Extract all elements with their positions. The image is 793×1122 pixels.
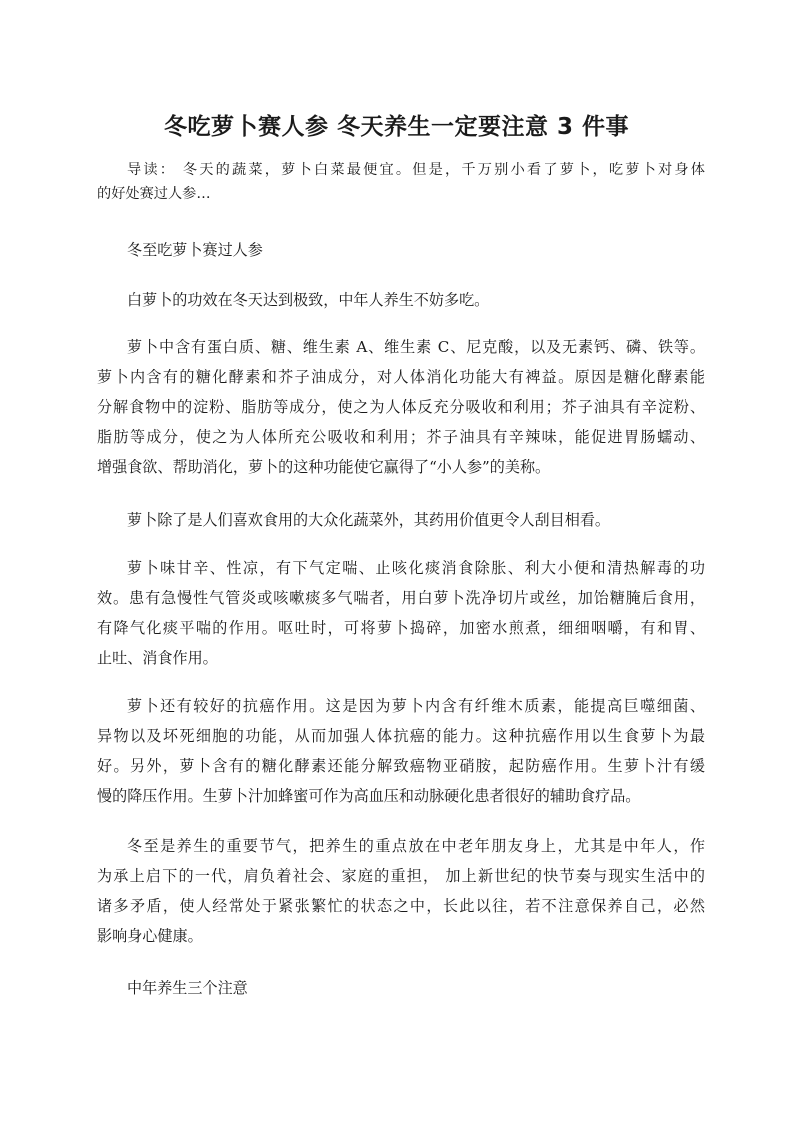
paragraph xyxy=(97,332,705,482)
paragraph-line: 好。另外，萝卜含有的糖化酵素还能分解致癌物亚硝胺，起防癌作用。生萝卜汁有缓 xyxy=(97,757,705,775)
intro-paragraph xyxy=(97,158,705,206)
paragraph-line: 白萝卜的功效在冬天达到极致，中年人养生不妨多吃。 xyxy=(127,291,490,309)
paragraph-line: 的好处赛过人参… xyxy=(97,186,211,202)
document-title: 冬吃萝卜赛人参 冬天养生一定要注意 3 件事 xyxy=(163,114,630,140)
paragraph xyxy=(97,235,705,265)
paragraph-line: 冬至吃萝卜赛过人参 xyxy=(127,241,263,259)
paragraph-line: 效。患有急慢性气管炎或咳嗽痰多气喘者，用白萝卜洗净切片或丝，加饴糖腌后食用， xyxy=(97,589,705,607)
paragraph-line: 导读： 冬天的蔬菜，萝卜白菜最便宜。但是，千万别小看了萝卜，吃萝卜对身体 xyxy=(127,162,705,178)
paragraph-line: 为承上启下的一代，肩负着社会、家庭的重担， 加上新世纪的快节奏与现实生活中的 xyxy=(97,867,705,885)
paragraph-line: 诸多矛盾，使人经常处于紧张繁忙的状态之中，长此以往，若不注意保养自己，必然 xyxy=(97,897,705,915)
paragraph-line: 萝卜中含有蛋白质、糖、维生素 A、维生素 C、尼克酸，以及无素钙、磷、铁等。 xyxy=(127,338,705,356)
paragraph-line: 异物以及坏死细胞的功能，从而加强人体抗癌的能力。这种抗癌作用以生食萝卜为最 xyxy=(97,727,705,745)
paragraph-line: 分解食物中的淀粉、脂肪等成分，使之为人体反充分吸收和利用；芥子油具有辛淀粉、 xyxy=(97,398,705,416)
paragraph-line: 慢的降压作用。生萝卜汁加蜂蜜可作为高血压和动脉硬化患者很好的辅助食疗品。 xyxy=(97,787,641,805)
paragraph-line: 影响身心健康。 xyxy=(97,927,203,945)
paragraph xyxy=(97,505,705,535)
paragraph xyxy=(97,285,705,315)
paragraph-line: 脂肪等成分，使之为人体所充公吸收和利用；芥子油具有辛辣味，能促进胃肠蠕动、 xyxy=(97,428,705,446)
paragraph-line: 冬至是养生的重要节气，把养生的重点放在中老年朋友身上，尤其是中年人，作 xyxy=(127,837,705,855)
paragraph-line: 止吐、消食作用。 xyxy=(97,649,218,667)
paragraph xyxy=(97,831,705,951)
paragraph xyxy=(97,973,705,1003)
paragraph xyxy=(97,691,705,811)
paragraph-line: 有降气化痰平喘的作用。呕吐时，可将萝卜捣碎，加密水煎煮，细细咽嚼，有和胃、 xyxy=(97,619,705,637)
paragraph-line: 增强食欲、帮助消化，萝卜的这种功能使它赢得了“小人参”的美称。 xyxy=(97,458,551,476)
paragraph-line: 萝卜味甘辛、性凉，有下气定喘、止咳化痰消食除胀、利大小便和清热解毒的功 xyxy=(127,559,705,577)
paragraph-line: 萝卜除了是人们喜欢食用的大众化蔬菜外，其药用价值更令人刮目相看。 xyxy=(127,511,611,529)
paragraph-line: 萝卜还有较好的抗癌作用。这是因为萝卜内含有纤维木质素，能提高巨噬细菌、 xyxy=(127,697,705,715)
paragraph-line: 中年养生三个注意 xyxy=(127,979,248,997)
paragraph-line: 萝卜内含有的糖化酵素和芥子油成分，对人体消化功能大有裨益。原因是糖化酵素能 xyxy=(97,368,705,386)
paragraph xyxy=(97,553,705,673)
